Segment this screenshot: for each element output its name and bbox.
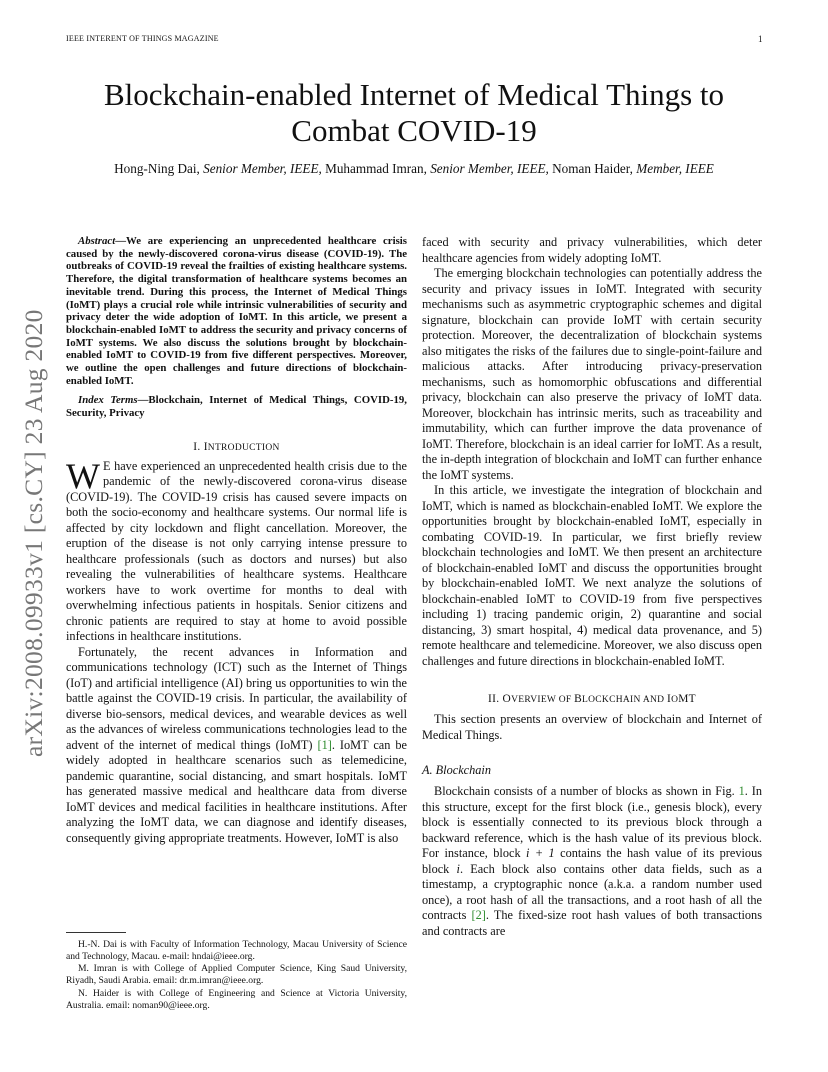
- left-column: [66, 235, 407, 846]
- footnote: N. Haider is with College of Engineering and Science at Victoria University, Australia. email: noman90@ieee.org.: [66, 987, 407, 1011]
- right-paragraph-1: faced with security and privacy vulnerabilities, which deter healthcare agencies from widely adopting IoMT.: [422, 235, 762, 265]
- intro-p2-text-a: Fortunately, the recent advances in Information and communications technology (ICT) such as the Internet of Things (IoT) and artificial intelligence (AI) bring us opportunities to win the battle against the COVID-19 crisis. In particular, the availability of diverse bio-sensors, medical devices, and wearable devices as well as the advances of wireless communications technologies lead to the advent of the internet of medical things (IoMT): [66, 644, 407, 752]
- footnote-rule: [66, 932, 126, 933]
- abstract-label: Abstract: [78, 235, 116, 247]
- author-role: Senior Member, IEEE,: [430, 161, 549, 176]
- subsection-heading-blockchain: A. Blockchain: [422, 763, 491, 777]
- section-title-cap: O: [502, 693, 512, 705]
- section-number: II.: [488, 693, 503, 705]
- citation-link[interactable]: [2]: [471, 908, 486, 922]
- intro-p1-text: E have experienced an unprecedented health crisis due to the pandemic of the newly-discovered corona-virus disease (COVID-19). The COVID-19 crisis has caused severe impacts on both the socio-economy and healthcare systems. Our normal life is affected by city lockdown and flight cancellation. Moreover, the eruption of the disease is not only carrying intense pressure to healthcare professionals (such as doctors and nurses) but also revealing the vulnerabilities of healthcare systems. Healthcare workers have to work overtime for months to deal with overwhelming infectious patients in hospitals. Senior citizens and chronic patients are required to stay at home to avoid possible infections in healthcare institutions.: [66, 458, 407, 644]
- title-line-1: Blockchain-enabled Internet of Medical Things to: [103, 77, 725, 112]
- math-expression: i: [456, 861, 460, 876]
- arxiv-stamp[interactable]: arXiv:2008.09933v1 [cs.CY] 23 Aug 2020: [19, 309, 48, 757]
- author-list: [66, 159, 762, 179]
- section-title-cap: I: [203, 440, 208, 453]
- index-terms: [66, 394, 407, 419]
- math-expression: i + 1: [526, 846, 555, 860]
- author-role: Senior Member, IEEE,: [203, 161, 322, 176]
- abstract: [66, 235, 407, 387]
- right-column: [422, 235, 762, 939]
- intro-paragraph-1: [66, 455, 407, 645]
- section-heading-introduction: [66, 441, 407, 453]
- title-line-2: Combat COVID-19: [291, 113, 537, 148]
- right-paragraph-2: The emerging blockchain technologies can potentially address the security and privacy issues in IoMT. Integrated with security mechanisms such as asymmetric cryptographic schemes and digital signature, blockchain can provide IoMT with certain security protection. Moreover, the decentralization of blockchain systems also mitigates the risks of the failures due to single-point-failure and malicious attacks. After introducing privacy-preservation mechanisms, such as homomorphic obfuscations and differential privacy, blockchain can also preserve the privacy of IoMT data. Moreover, blockchain has intrinsic merits, such as traceability and immutability, which can further improve the data provenance of IoMT. Therefore, blockchain is an ideal carrier for IoMT. As a result, the in-depth integration of blockchain and IoMT can further enhance the IoMT systems.: [422, 266, 762, 482]
- author-name: Muhammad Imran,: [325, 161, 427, 176]
- section-title-rest: LOCKCHAIN AND: [582, 695, 667, 705]
- running-head: IEEE INTERENT OF THINGS MAGAZINE: [66, 34, 219, 43]
- section-title-rest: NTRODUCTION: [207, 442, 280, 453]
- drop-cap: W: [66, 455, 100, 496]
- right-paragraph-3: In this article, we investigate the integration of blockchain and IoMT, which is named as blockchain-enabled IoMT. We explore the opportunities brought by blockchain-enabled IoMT, especially in combating COVID-19. In particular, we first briefly review blockchain technologies and IoMT. We then present an architecture of blockchain-enabled IoMT and discuss the opportunities brought by blockchain-enabled IoMT. We next analyze the solutions of blockchain-enabled IoMT to COVID-19 from five perspectives including 1) tracing pandemic origin, 2) quarantine and social distancing, 3) smart hospital, 4) medical data provenance, and 5) remote healthcare and telemedicine. Moreover, we also discuss open challenges and future directions in blockchain-enabled IoMT.: [422, 483, 762, 668]
- section-title-cap: B: [574, 693, 583, 705]
- citation-link[interactable]: [1]: [317, 737, 332, 752]
- footnote: M. Imran is with College of Applied Computer Science, King Saud University, Riyadh, Saudi Arabia. email: dr.m.imran@ieee.org.: [66, 963, 407, 987]
- blockchain-text-c: contains the hash value of its previous block: [422, 846, 762, 876]
- blockchain-text-b: . In this structure, except for the first block (i.e., genesis block), every block is essentially connected to its previous block through a backward reference, which is the hash value of its previous block. For instance, block: [422, 784, 762, 860]
- blockchain-text-a: Blockchain consists of a number of blocks as shown in Fig.: [434, 784, 739, 798]
- author-name: Noman Haider,: [552, 161, 633, 176]
- author-name: Hong-Ning Dai,: [114, 161, 200, 176]
- section-number: I.: [193, 440, 204, 453]
- abstract-text: —We are experiencing an unprecedented healthcare crisis caused by the newly-discovered corona-virus disease (COVID-19). The outbreaks of COVID-19 reveal the frailties of existing healthcare systems. Therefore, the digital transformation of healthcare systems becomes an inevitable trend. During this process, the Internet of Medical Things (IoMT) plays a crucial role while intrinsic vulnerabilities of security and privacy deter the wide adoption of IoMT. In this article, we present a blockchain-enabled IoMT to address the security and privacy concerns of IoMT systems. We also discuss the solutions brought by blockchain-enabled IoMT to COVID-19 from five different perspectives. Moreover, we outline the open challenges and future directions of blockchain-enabled IoMT.: [66, 235, 407, 387]
- index-terms-label: Index Terms: [78, 394, 138, 407]
- blockchain-text-e: . The fixed-size root hash values of both transactions and contracts are: [422, 908, 762, 938]
- page-number: 1: [758, 34, 763, 44]
- paper-title: [66, 77, 762, 149]
- overview-intro: This section presents an overview of blockchain and Internet of Medical Things.: [422, 712, 762, 742]
- author-role: Member, IEEE: [636, 161, 714, 176]
- section-title-cap: MT: [678, 693, 696, 705]
- figure-link[interactable]: 1: [738, 784, 745, 798]
- footnote: H.-N. Dai is with Faculty of Information Technology, Macau University of Science and Technology, Macau. e-mail: hndai@ieee.org.: [66, 939, 407, 962]
- footnotes: [66, 939, 407, 1012]
- index-terms-text: —Blockchain, Internet of Medical Things, COVID-19, Security, Privacy: [66, 394, 407, 420]
- blockchain-text-d: . Each block also contains other data fields, such as a timestamp, a cryptographic nonce (a.k.a. a random number used once), a root hash of all the transactions, and a root hash of all the contracts: [422, 861, 762, 922]
- section-heading-overview: [422, 693, 762, 705]
- section-title-rest: O: [671, 695, 679, 705]
- section-title-rest: VERVIEW OF: [511, 695, 575, 705]
- intro-p2-text-b: . IoMT can be widely adopted in healthcare scenarios such as telemedicine, pandemic quarantine, social distancing, and smart hospitals. IoMT has generated massive medical and healthcare data from diverse IoMT devices and medical facilities in healthcare institutions. After analyzing the IoMT data, we can diagnose and identify diseases, consequently giving appropriate treatments. However, IoMT is also: [66, 737, 407, 845]
- section-title-cap: I: [666, 693, 672, 705]
- intro-paragraph-2: [66, 645, 407, 847]
- blockchain-paragraph-1: [422, 784, 762, 939]
